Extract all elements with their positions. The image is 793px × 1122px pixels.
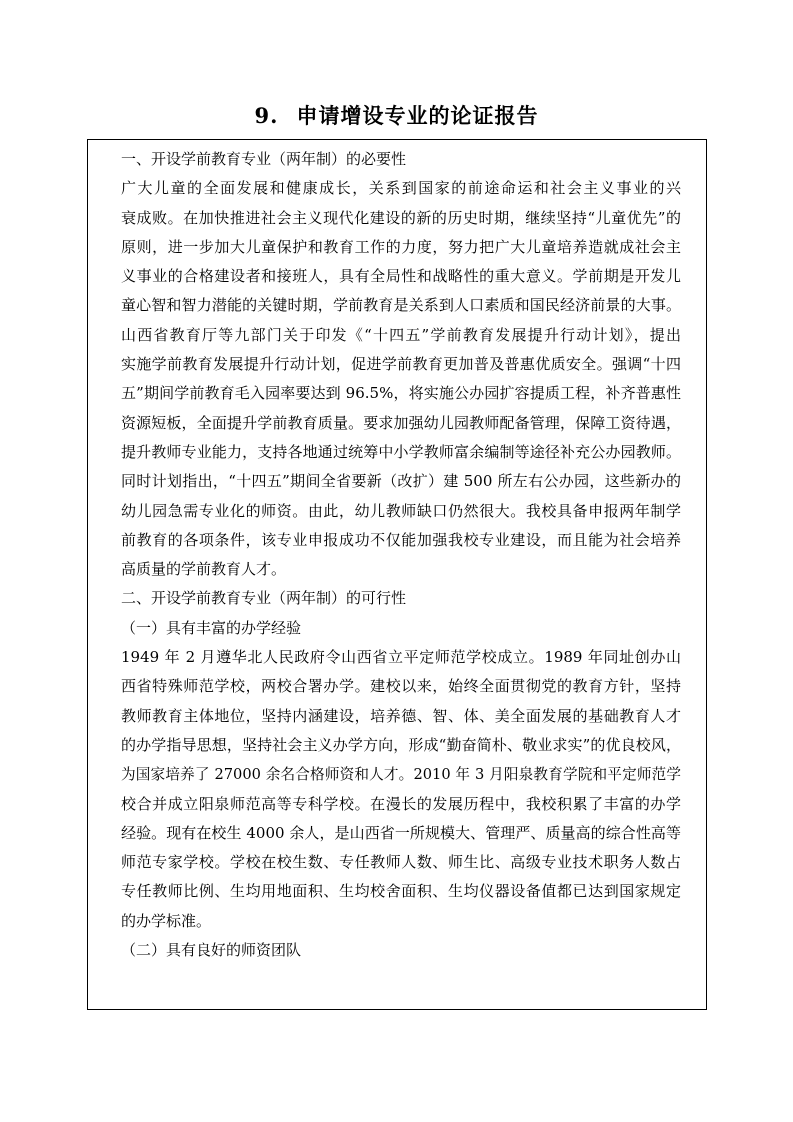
section-heading-1: 一、开设学前教育专业（两年制）的必要性 — [121, 150, 407, 168]
subsection-heading-2: （二）具有良好的师资团队 — [121, 941, 302, 960]
paragraph-line: 实施学前教育发展提升行动计划，促进学前教育更加普及普惠优质安全。强调“十四 — [121, 355, 681, 374]
paragraph-line: 幼儿园急需专业化的师资。由此，幼儿教师缺口仍然很大。我校具备申报两年制学 — [121, 501, 681, 520]
paragraph-line: 师范专家学校。学校在校生数、专任教师人数、师生比、高级专业技术职务人数占 — [121, 853, 681, 872]
paragraph-line: 1949 年 2 月遵华北人民政府令山西省立平定师范学校成立。1989 年同址创办山 — [121, 648, 681, 667]
section-heading-2: 二、开设学前教育专业（两年制）的可行性 — [121, 589, 407, 608]
paragraph-line: 资源短板，全面提升学前教育质量。要求加强幼儿园教师配备管理，保障工资待遇， — [121, 413, 681, 432]
paragraph-line: 高质量的学前教育人才。 — [121, 560, 287, 579]
paragraph-line: 童心智和智力潜能的关键时期，学前教育是关系到人口素质和国民经济前景的大事。 — [121, 296, 681, 315]
subsection-heading-1: （一）具有丰富的办学经验 — [121, 618, 302, 637]
paragraph-line: 义事业的合格建设者和接班人，具有全局性和战略性的重大意义。学前期是开发儿 — [121, 267, 681, 286]
paragraph-line: 经验。现有在校生 4000 余人，是山西省一所规模大、管理严、质量高的综合性高等 — [121, 823, 681, 842]
paragraph-line: 专任教师比例、生均用地面积、生均校舍面积、生均仪器设备值都已达到国家规定 — [121, 882, 681, 901]
report-body — [121, 145, 681, 965]
paragraph-line: 衰成败。在加快推进社会主义现代化建设的新的历史时期，继续坚持“儿童优先”的 — [121, 208, 681, 227]
paragraph-line: 的办学标准。 — [121, 911, 212, 930]
paragraph-line: 为国家培养了 27000 余名合格师资和人才。2010 年 3 月阳泉教育学院和平定师范学 — [121, 766, 681, 784]
paragraph-line: 校合并成立阳泉师范高等专科学校。在漫长的发展历程中，我校积累了丰富的办学 — [121, 794, 681, 813]
paragraph-line: 前教育的各项条件，该专业申报成功不仅能加强我校专业建设，而且能为社会培养 — [121, 530, 681, 549]
page-title — [0, 100, 793, 130]
title-number: 9. — [254, 103, 279, 128]
paragraph-line: 的办学指导思想，坚持社会主义办学方向，形成“勤奋简朴、敬业求实”的优良校风， — [121, 735, 681, 754]
paragraph-line: 同时计划指出，“十四五”期间全省要新（改扩）建 500 所左右公办园，这些新办的 — [121, 472, 681, 491]
paragraph-line: 广大儿童的全面发展和健康成长，关系到国家的前途命运和社会主义事业的兴 — [121, 179, 681, 198]
paragraph-line: 教师教育主体地位，坚持内涵建设，培养德、智、体、美全面发展的基础教育人才 — [121, 706, 681, 725]
paragraph-line: 提升教师专业能力，支持各地通过统筹中小学教师富余编制等途径补充公办园教师。 — [121, 442, 681, 461]
title-text: 申请增设专业的论证报告 — [296, 103, 539, 128]
paragraph-experience — [121, 643, 681, 936]
paragraph-line: 山西省教育厅等九部门关于印发《“十四五”学前教育发展提升行动计划》，提出 — [121, 325, 681, 344]
paragraph-line: 原则，进一步加大儿童保护和教育工作的力度，努力把广大儿童培养造就成社会主 — [121, 237, 681, 256]
paragraph-line: 西省特殊师范学校，两校合署办学。建校以来，始终全面贯彻党的教育方针，坚持 — [121, 677, 681, 696]
paragraph-necessity-1 — [121, 174, 681, 320]
paragraph-line: 五”期间学前教育毛入园率要达到 96.5%，将实施公办园扩容提质工程，补齐普惠性 — [121, 384, 681, 403]
paragraph-necessity-2 — [121, 321, 681, 585]
